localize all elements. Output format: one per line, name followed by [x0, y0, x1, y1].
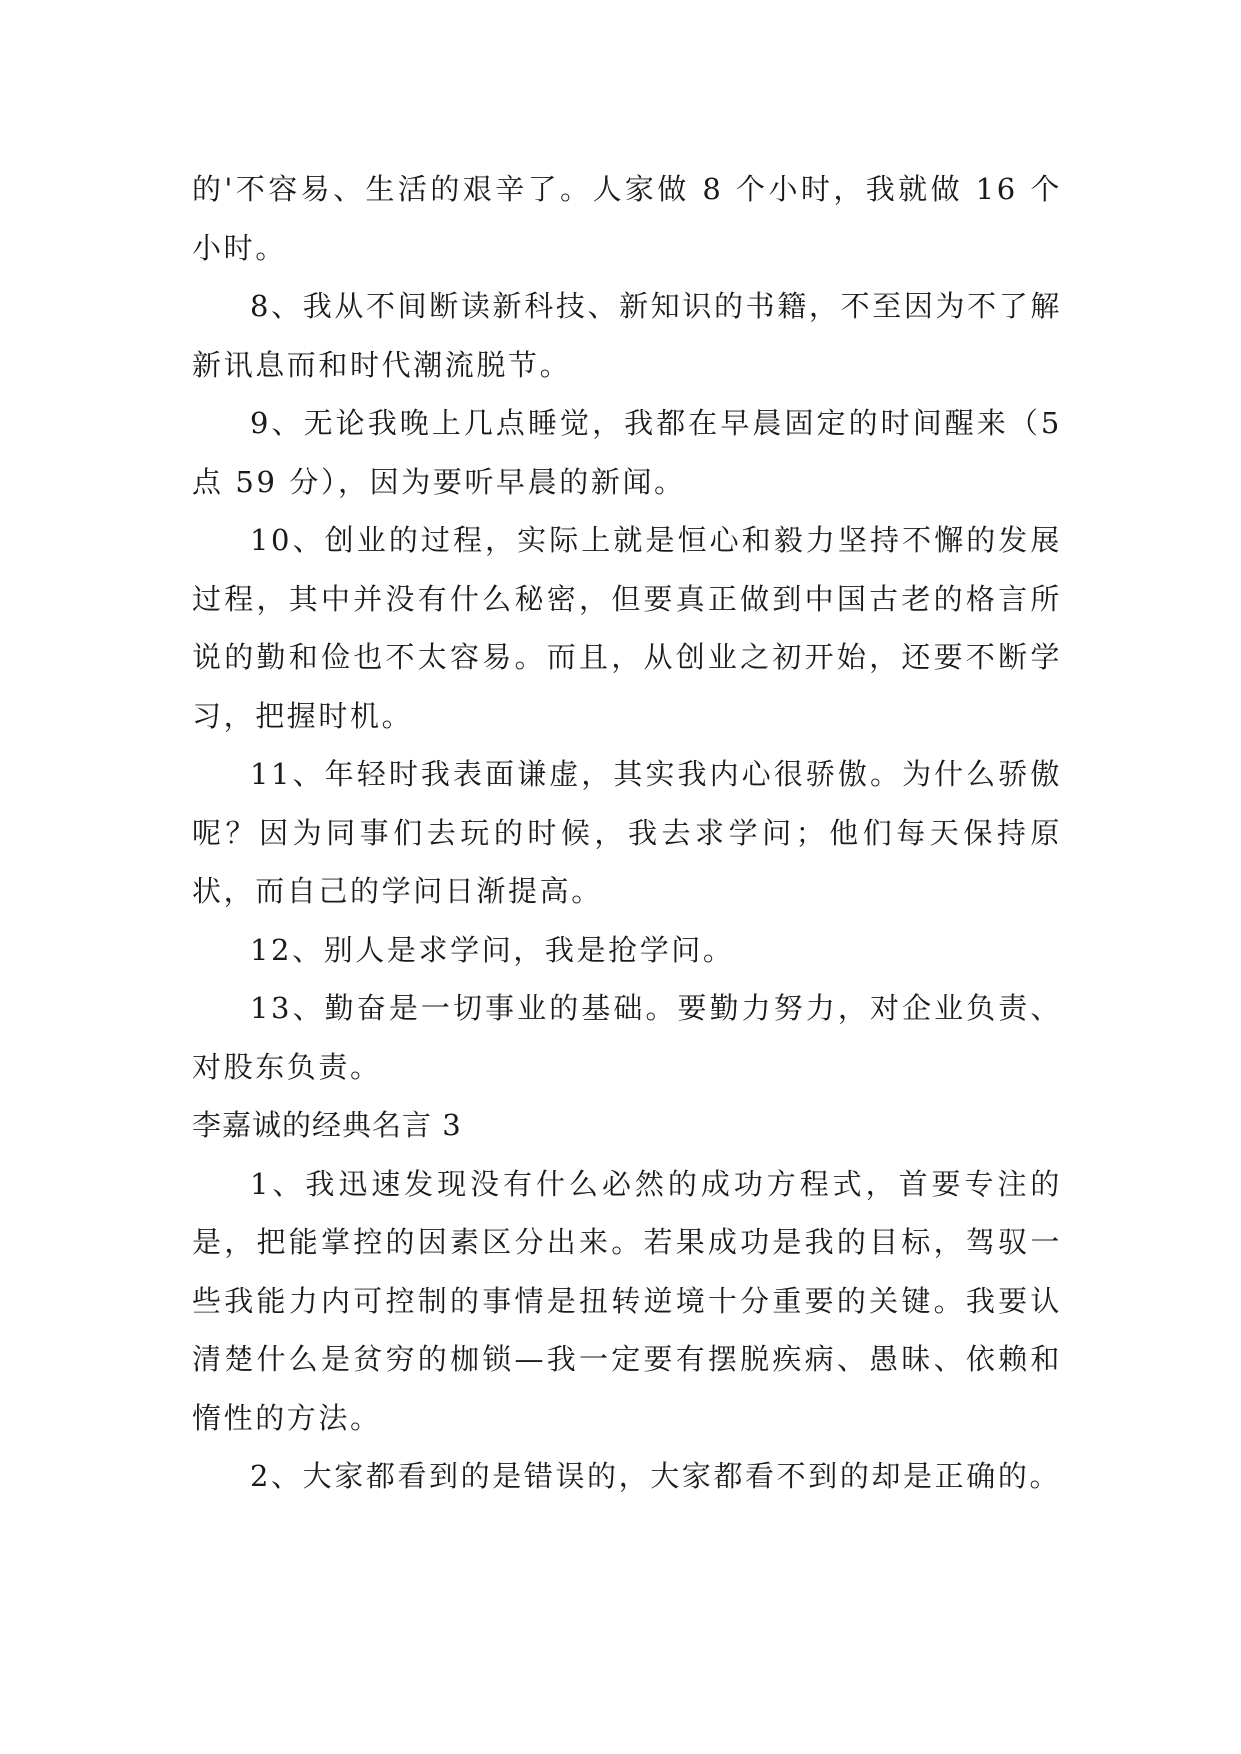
- paragraph-quote-9: 9、无论我晚上几点睡觉，我都在早晨固定的时间醒来（5 点 59 分），因为要听早晨的新闻。: [192, 406, 1062, 499]
- paragraph-quote-10: 10、创业的过程，实际上就是恒心和毅力坚持不懈的发展过程，其中并没有什么秘密，但要真正做到中国古老的格言所说的勤和俭也不太容易。而且，从创业之初开始，还要不断学习，把握时机。: [192, 523, 1062, 733]
- paragraph-quote-11: 11、年轻时我表面谦虚，其实我内心很骄傲。为什么骄傲呢？因为同事们去玩的时候，我去求学问；他们每天保持原状，而自己的学问日渐提高。: [192, 757, 1062, 908]
- paragraph-section3-quote-2: 2、大家都看到的是错误的，大家都看不到的却是正确的。: [250, 1459, 1062, 1493]
- paragraph-continuation: 的'不容易、生活的艰辛了。人家做 8 个小时，我就做 16 个小时。: [192, 172, 1062, 265]
- section-heading: 李嘉诚的经典名言 3: [192, 1108, 462, 1142]
- paragraph-quote-13: 13、勤奋是一切事业的基础。要勤力努力，对企业负责、对股东负责。: [192, 991, 1062, 1084]
- paragraph-quote-8: 8、我从不间断读新科技、新知识的书籍，不至因为不了解新讯息而和时代潮流脱节。: [192, 289, 1062, 382]
- paragraph-quote-12: 12、别人是求学问，我是抢学问。: [250, 932, 735, 967]
- document-page: [192, 160, 1062, 1506]
- paragraph-section3-quote-1: 1、我迅速发现没有什么必然的成功方程式，首要专注的是，把能掌控的因素区分出来。若果成功是我的目标，驾驭一些我能力内可控制的事情是扭转逆境十分重要的关键。我要认清楚什么是贫穷的枷锁—我一定要有摆脱疾病、愚昧、依赖和惰性的方法。: [192, 1166, 1062, 1435]
